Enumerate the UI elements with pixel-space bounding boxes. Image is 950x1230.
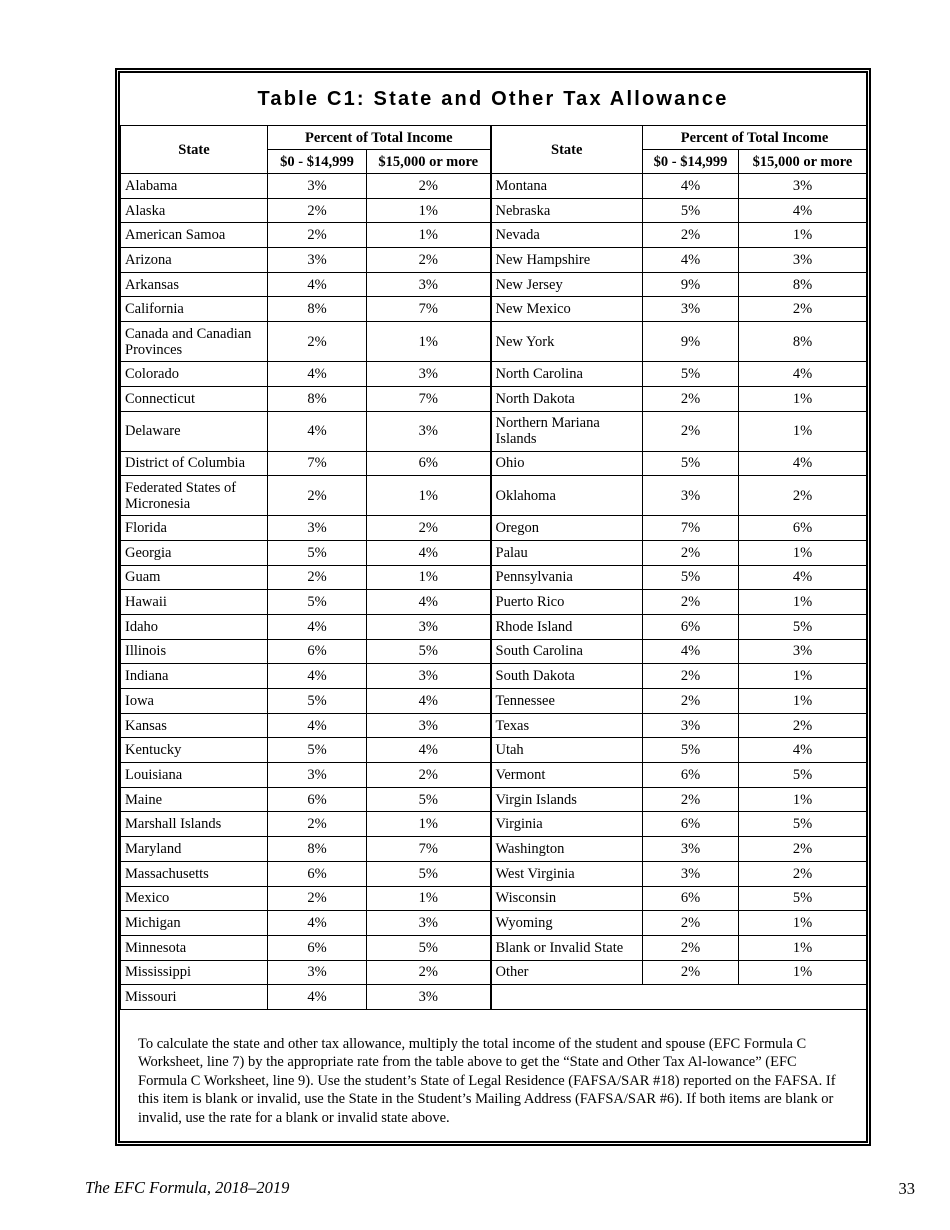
state-cell: American Samoa [121,223,268,248]
rate-high-cell: 3% [367,362,491,387]
rate-low-cell: 2% [268,223,367,248]
table-row [121,322,867,362]
table-row [121,411,867,451]
rate-high-cell: 4% [739,565,867,590]
state-cell: Oklahoma [491,476,643,516]
rate-low-cell: 2% [268,886,367,911]
rate-high-cell: 1% [367,322,491,362]
state-cell: Utah [491,738,643,763]
state-cell: West Virginia [491,861,643,886]
rate-high-cell: 2% [739,837,867,862]
table-row [121,787,867,812]
state-cell: Nevada [491,223,643,248]
table-row [121,886,867,911]
table-row [121,738,867,763]
state-cell: Northern Mariana Islands [491,411,643,451]
state-cell: Kansas [121,713,268,738]
rate-low-cell: 4% [268,985,367,1010]
rate-high-cell: 2% [367,248,491,273]
rate-low-cell: 5% [268,590,367,615]
rate-high-cell: 1% [367,886,491,911]
state-cell: North Dakota [491,386,643,411]
state-cell: Guam [121,565,268,590]
rate-high-cell: 6% [739,516,867,541]
table-row [121,540,867,565]
rate-high-cell: 5% [739,763,867,788]
state-cell: Louisiana [121,763,268,788]
header-high-range-left: $15,000 or more [367,150,491,174]
rate-low-cell: 4% [268,713,367,738]
rate-high-cell: 2% [739,713,867,738]
rate-low-cell: 2% [643,223,739,248]
rate-low-cell: 2% [643,540,739,565]
state-cell: Montana [491,174,643,199]
table-row [121,713,867,738]
rate-low-cell: 5% [268,738,367,763]
rate-low-cell: 9% [643,322,739,362]
state-cell: Colorado [121,362,268,387]
state-cell: Tennessee [491,689,643,714]
rate-high-cell: 3% [367,911,491,936]
rate-high-cell: 1% [367,198,491,223]
table-header [121,126,867,174]
rate-high-cell: 4% [739,198,867,223]
rate-low-cell: 2% [643,689,739,714]
rate-high-cell: 3% [367,985,491,1010]
state-cell: California [121,297,268,322]
state-cell: New Mexico [491,297,643,322]
rate-low-cell: 2% [643,590,739,615]
rate-low-cell: 2% [643,664,739,689]
state-cell: Florida [121,516,268,541]
table-row [121,935,867,960]
table-row [121,198,867,223]
rate-low-cell: 7% [643,516,739,541]
rate-high-cell: 5% [739,812,867,837]
state-cell: Maryland [121,837,268,862]
state-cell: Federated States of Micronesia [121,476,268,516]
table-row [121,812,867,837]
rate-low-cell: 2% [268,198,367,223]
rate-low-cell: 6% [268,787,367,812]
table-row [121,763,867,788]
table-row [121,960,867,985]
state-cell: Wisconsin [491,886,643,911]
table-row [121,985,867,1010]
table-row [121,476,867,516]
rate-high-cell: 3% [739,248,867,273]
table-row [121,297,867,322]
rate-high-cell: 1% [739,223,867,248]
rate-high-cell: 1% [739,664,867,689]
rate-high-cell: 5% [367,787,491,812]
rate-low-cell: 5% [643,738,739,763]
rate-high-cell: 4% [739,738,867,763]
rate-high-cell: 3% [367,614,491,639]
rate-high-cell: 4% [367,590,491,615]
header-low-range-left: $0 - $14,999 [268,150,367,174]
state-cell: South Carolina [491,639,643,664]
state-cell: Kentucky [121,738,268,763]
rate-low-cell: 4% [268,362,367,387]
state-cell: New Jersey [491,272,643,297]
rate-low-cell: 2% [643,911,739,936]
header-percent-left: Percent of Total Income [268,126,491,150]
state-cell: Massachusetts [121,861,268,886]
rate-high-cell: 5% [739,614,867,639]
rate-low-cell: 5% [268,540,367,565]
rate-high-cell: 4% [739,451,867,476]
state-cell: Canada and Canadian Provinces [121,322,268,362]
header-state-left: State [121,126,268,174]
state-cell: New York [491,322,643,362]
table-row [121,223,867,248]
rate-low-cell: 3% [268,248,367,273]
rate-low-cell: 6% [643,812,739,837]
rate-high-cell: 7% [367,837,491,862]
rate-high-cell: 1% [739,911,867,936]
rate-high-cell: 1% [739,386,867,411]
rate-low-cell: 4% [643,639,739,664]
state-cell: District of Columbia [121,451,268,476]
rate-low-cell: 6% [643,886,739,911]
state-cell: Ohio [491,451,643,476]
table-row [121,689,867,714]
rate-low-cell: 4% [268,614,367,639]
rate-low-cell: 4% [268,272,367,297]
rate-high-cell: 1% [367,565,491,590]
tax-allowance-table [120,125,867,1010]
rate-high-cell: 8% [739,272,867,297]
table-title: Table C1: State and Other Tax Allowance [120,73,866,126]
header-percent-right: Percent of Total Income [643,126,867,150]
rate-low-cell: 2% [268,565,367,590]
rate-high-cell: 5% [367,639,491,664]
rate-high-cell: 1% [739,689,867,714]
instruction-note: To calculate the state and other tax allowance, multiply the total income of the student and spouse (EFC Formula C Worksheet, line 7) by the appropriate rate from the table above to get the “State and Other Tax Al-lowance” (EFC Formula C Worksheet, line 9). Use the student’s State of Legal Residence (FAFSA/SAR #18) reported on the FAFSA. If this item is blank or invalid, use the State in the Student’s Mailing Address (FAFSA/SAR #6). If both items are blank or invalid, use the rate for a blank or invalid state above. [138,1036,836,1126]
table-row [121,664,867,689]
rate-low-cell: 5% [268,689,367,714]
table-row [121,639,867,664]
rate-low-cell: 2% [643,386,739,411]
table-body [121,174,867,1010]
rate-high-cell: 1% [739,960,867,985]
header-low-range-right: $0 - $14,999 [643,150,739,174]
rate-high-cell: 2% [739,861,867,886]
table-row [121,565,867,590]
state-cell: Oregon [491,516,643,541]
rate-high-cell: 4% [367,540,491,565]
table-row [121,516,867,541]
state-cell: Pennsylvania [491,565,643,590]
state-cell: Puerto Rico [491,590,643,615]
state-cell: Texas [491,713,643,738]
rate-high-cell: 3% [367,664,491,689]
rate-high-cell: 5% [367,935,491,960]
rate-low-cell: 4% [268,664,367,689]
header-state-right: State [491,126,643,174]
rate-high-cell: 1% [739,540,867,565]
rate-high-cell: 5% [739,886,867,911]
state-cell: Hawaii [121,590,268,615]
rate-high-cell: 1% [739,787,867,812]
rate-low-cell: 8% [268,837,367,862]
state-cell: Minnesota [121,935,268,960]
state-cell: Nebraska [491,198,643,223]
state-cell: Blank or Invalid State [491,935,643,960]
rate-low-cell: 6% [268,639,367,664]
rate-low-cell: 2% [643,960,739,985]
rate-low-cell: 3% [268,174,367,199]
rate-low-cell: 4% [643,248,739,273]
rate-high-cell: 2% [367,174,491,199]
rate-high-cell: 3% [367,411,491,451]
rate-high-cell: 3% [739,639,867,664]
state-cell: Alaska [121,198,268,223]
state-cell: Indiana [121,664,268,689]
rate-high-cell: 2% [367,763,491,788]
rate-high-cell: 1% [367,812,491,837]
state-cell: Alabama [121,174,268,199]
table-row [121,590,867,615]
table-row [121,248,867,273]
rate-high-cell: 4% [367,689,491,714]
table-row [121,362,867,387]
rate-low-cell: 4% [268,911,367,936]
state-cell: Vermont [491,763,643,788]
rate-low-cell: 3% [643,837,739,862]
rate-low-cell: 2% [268,476,367,516]
state-cell: Georgia [121,540,268,565]
state-cell: Delaware [121,411,268,451]
state-cell: Missouri [121,985,268,1010]
header-high-range-right: $15,000 or more [739,150,867,174]
rate-low-cell: 2% [643,935,739,960]
rate-low-cell: 8% [268,297,367,322]
rate-high-cell: 7% [367,297,491,322]
rate-low-cell: 6% [268,935,367,960]
rate-high-cell: 5% [367,861,491,886]
rate-high-cell: 4% [367,738,491,763]
state-cell: Wyoming [491,911,643,936]
rate-low-cell: 3% [643,476,739,516]
state-cell: Marshall Islands [121,812,268,837]
rate-high-cell: 2% [739,297,867,322]
rate-high-cell: 1% [367,476,491,516]
rate-low-cell: 3% [643,861,739,886]
rate-high-cell: 3% [367,272,491,297]
state-cell: Maine [121,787,268,812]
rate-low-cell: 3% [268,516,367,541]
state-cell: Mexico [121,886,268,911]
rate-low-cell: 2% [268,322,367,362]
rate-high-cell: 2% [367,960,491,985]
rate-high-cell: 6% [367,451,491,476]
rate-low-cell: 3% [268,763,367,788]
rate-low-cell: 5% [643,565,739,590]
rate-low-cell: 3% [268,960,367,985]
state-cell: Illinois [121,639,268,664]
table-row [121,451,867,476]
rate-high-cell: 2% [367,516,491,541]
rate-low-cell: 8% [268,386,367,411]
state-cell: Mississippi [121,960,268,985]
rate-low-cell: 7% [268,451,367,476]
rate-low-cell: 5% [643,198,739,223]
state-cell: Connecticut [121,386,268,411]
rate-high-cell: 3% [367,713,491,738]
table-row [121,911,867,936]
rate-high-cell: 1% [739,590,867,615]
state-cell: New Hampshire [491,248,643,273]
state-cell: Virginia [491,812,643,837]
table-row [121,386,867,411]
table-row [121,614,867,639]
rate-high-cell: 2% [739,476,867,516]
table-row [121,174,867,199]
rate-low-cell: 6% [643,763,739,788]
state-cell: Washington [491,837,643,862]
footer-publication-title: The EFC Formula, 2018–2019 [85,1178,290,1197]
rate-low-cell: 6% [268,861,367,886]
state-cell: Arizona [121,248,268,273]
state-cell: Michigan [121,911,268,936]
state-cell: Arkansas [121,272,268,297]
state-cell: Idaho [121,614,268,639]
state-cell: Iowa [121,689,268,714]
rate-low-cell: 4% [268,411,367,451]
state-cell: North Carolina [491,362,643,387]
state-cell: Virgin Islands [491,787,643,812]
table-row [121,272,867,297]
rate-low-cell: 2% [643,787,739,812]
rate-low-cell: 6% [643,614,739,639]
rate-low-cell: 9% [643,272,739,297]
table-row [121,861,867,886]
state-cell: South Dakota [491,664,643,689]
rate-high-cell: 1% [739,935,867,960]
rate-high-cell: 1% [739,411,867,451]
rate-high-cell: 3% [739,174,867,199]
rate-high-cell: 1% [367,223,491,248]
empty-cell [491,985,867,1010]
rate-low-cell: 5% [643,451,739,476]
rate-low-cell: 3% [643,297,739,322]
state-cell: Other [491,960,643,985]
state-cell: Palau [491,540,643,565]
rate-high-cell: 7% [367,386,491,411]
rate-low-cell: 2% [643,411,739,451]
footer-page-number: 33 [898,1179,915,1198]
rate-low-cell: 2% [268,812,367,837]
rate-low-cell: 4% [643,174,739,199]
rate-low-cell: 3% [643,713,739,738]
rate-high-cell: 4% [739,362,867,387]
rate-low-cell: 5% [643,362,739,387]
table-row [121,837,867,862]
state-cell: Rhode Island [491,614,643,639]
rate-high-cell: 8% [739,322,867,362]
table-frame [115,68,871,1146]
